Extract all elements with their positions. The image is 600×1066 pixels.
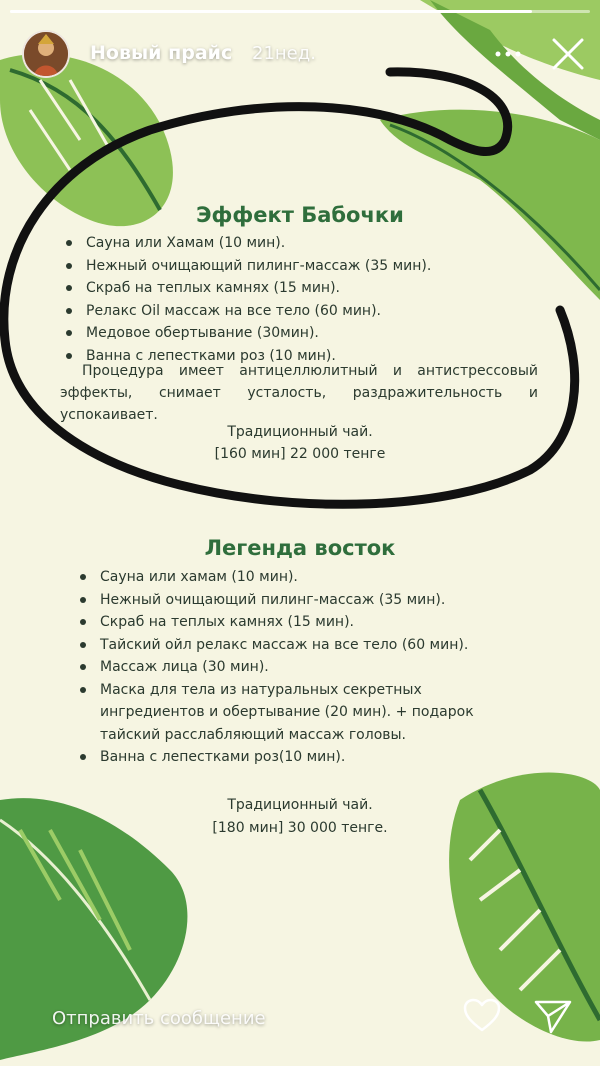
story-progress-bar [10, 10, 590, 13]
heart-icon[interactable] [462, 996, 502, 1036]
close-icon[interactable] [548, 34, 588, 74]
section2-price: [180 мин] 30 000 тенге. [212, 820, 388, 836]
list-item: Ванна с лепестками роз (10 мин). [64, 345, 544, 368]
list-item: Массаж лица (30 мин). [78, 656, 518, 679]
section2-tea: Традиционный чай. [227, 797, 373, 813]
list-item: Сауна или хамам (10 мин). [78, 566, 518, 589]
more-icon[interactable] [488, 42, 528, 66]
section1-list [64, 232, 544, 367]
list-item: Нежный очищающий пилинг-массаж (35 мин). [78, 589, 518, 612]
list-item: Сауна или Хамам (10 мин). [64, 232, 544, 255]
story-header [0, 0, 600, 110]
section1-tea: Традиционный чай. [227, 424, 373, 440]
section1-description: Процедура имеет антицеллюлитный и антистрессовый эффекты, снимает усталость, раздражительность и успокаивает. [60, 363, 538, 423]
avatar[interactable] [22, 30, 70, 78]
reply-input[interactable]: Отправить сообщение [52, 1008, 266, 1029]
section1-title: Эффект Бабочки [196, 203, 404, 227]
list-item: Релакс Oil массаж на все тело (60 мин). [64, 300, 544, 323]
story-title[interactable]: Новый прайс [90, 42, 233, 64]
list-item: Маска для тела из натуральных секретных ингредиентов и обертывание (20 мин). + подарок тайский расслабляющий массаж головы. [78, 679, 518, 747]
send-icon[interactable] [532, 996, 574, 1036]
list-item: Ванна с лепестками роз(10 мин). [78, 746, 518, 769]
avatar-image [24, 32, 68, 76]
list-item: Нежный очищающий пилинг-массаж (35 мин). [64, 255, 544, 278]
list-item: Тайский ойл релакс массаж на все тело (60 мин). [78, 634, 518, 657]
list-item: Скраб на теплых камнях (15 мин). [78, 611, 518, 634]
section1-price: [160 мин] 22 000 тенге [214, 446, 386, 462]
story-time: 21нед. [252, 43, 316, 64]
list-item: Медовое обертывание (30мин). [64, 322, 544, 345]
section2-title: Легенда восток [204, 536, 396, 560]
section2-list [78, 566, 518, 769]
list-item: Скраб на теплых камнях (15 мин). [64, 277, 544, 300]
story-progress-fill [10, 10, 532, 13]
